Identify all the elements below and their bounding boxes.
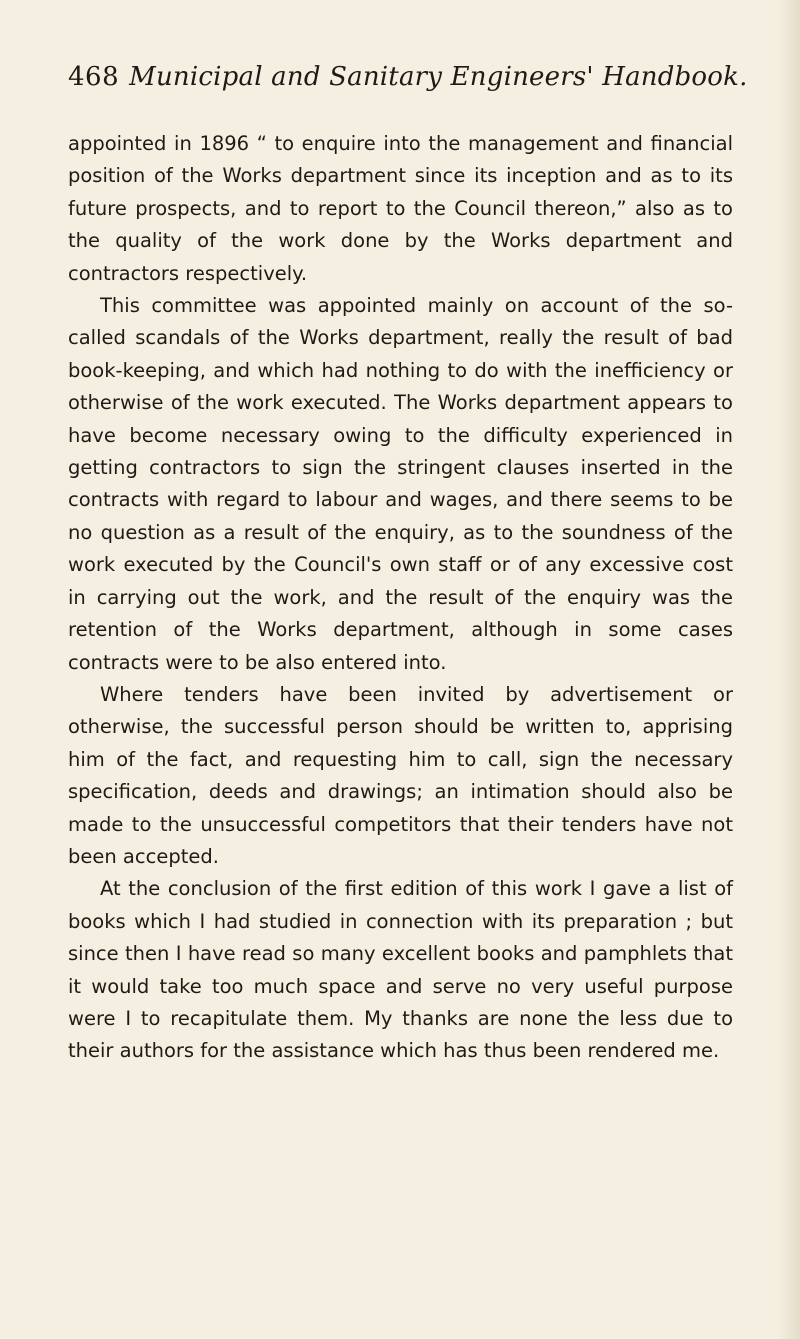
running-title: Municipal and Sanitary Engineers' Handbook.: [129, 62, 748, 92]
running-header: [68, 62, 748, 112]
paragraph-conclusion: At the conclusion of the first edition of this work I gave a list of books which I had studied in connection with its preparation ; but since then I have read so many excellent books and pamphlets that it would take too much space and serve no very useful purpose were I to recapitulate them. My thanks are none the less due to their authors for the assistance which has thus been rendered me.: [68, 877, 733, 1063]
page-number: 468: [68, 62, 120, 92]
paragraph-committee: This committee was appointed mainly on account of the so-called scandals of the Works department, really the result of bad book-keeping, and which had nothing to do with the inefficiency or otherwise of the work executed. The Works department appears to have become necessary owing to the difficulty experienced in getting contractors to sign the stringent clauses inserted in the contracts with regard to labour and wages, and there seems to be no question as a result of the enquiry, as to the soundness of the work executed by the Council's own staff or of any excessive cost in carrying out the work, and the result of the enquiry was the retention of the Works department, although in some cases contracts were to be also entered into.: [68, 294, 733, 674]
body-text: [68, 128, 733, 1068]
page-edge-shadow: [778, 0, 800, 1339]
paragraph-continued: appointed in 1896 “ to enquire into the management and financial position of the Works department since its inception and as to its future prospects, and to report to the Council thereon,” also as to the quality of the work done by the Works department and contractors respectively.: [68, 132, 733, 285]
paragraph-tenders: Where tenders have been invited by advertisement or otherwise, the successful person should be written to, apprising him of the fact, and requesting him to call, sign the necessary specification, deeds and drawings; an intimation should also be made to the unsuccessful competitors that their tenders have not been accepted.: [68, 682, 733, 868]
